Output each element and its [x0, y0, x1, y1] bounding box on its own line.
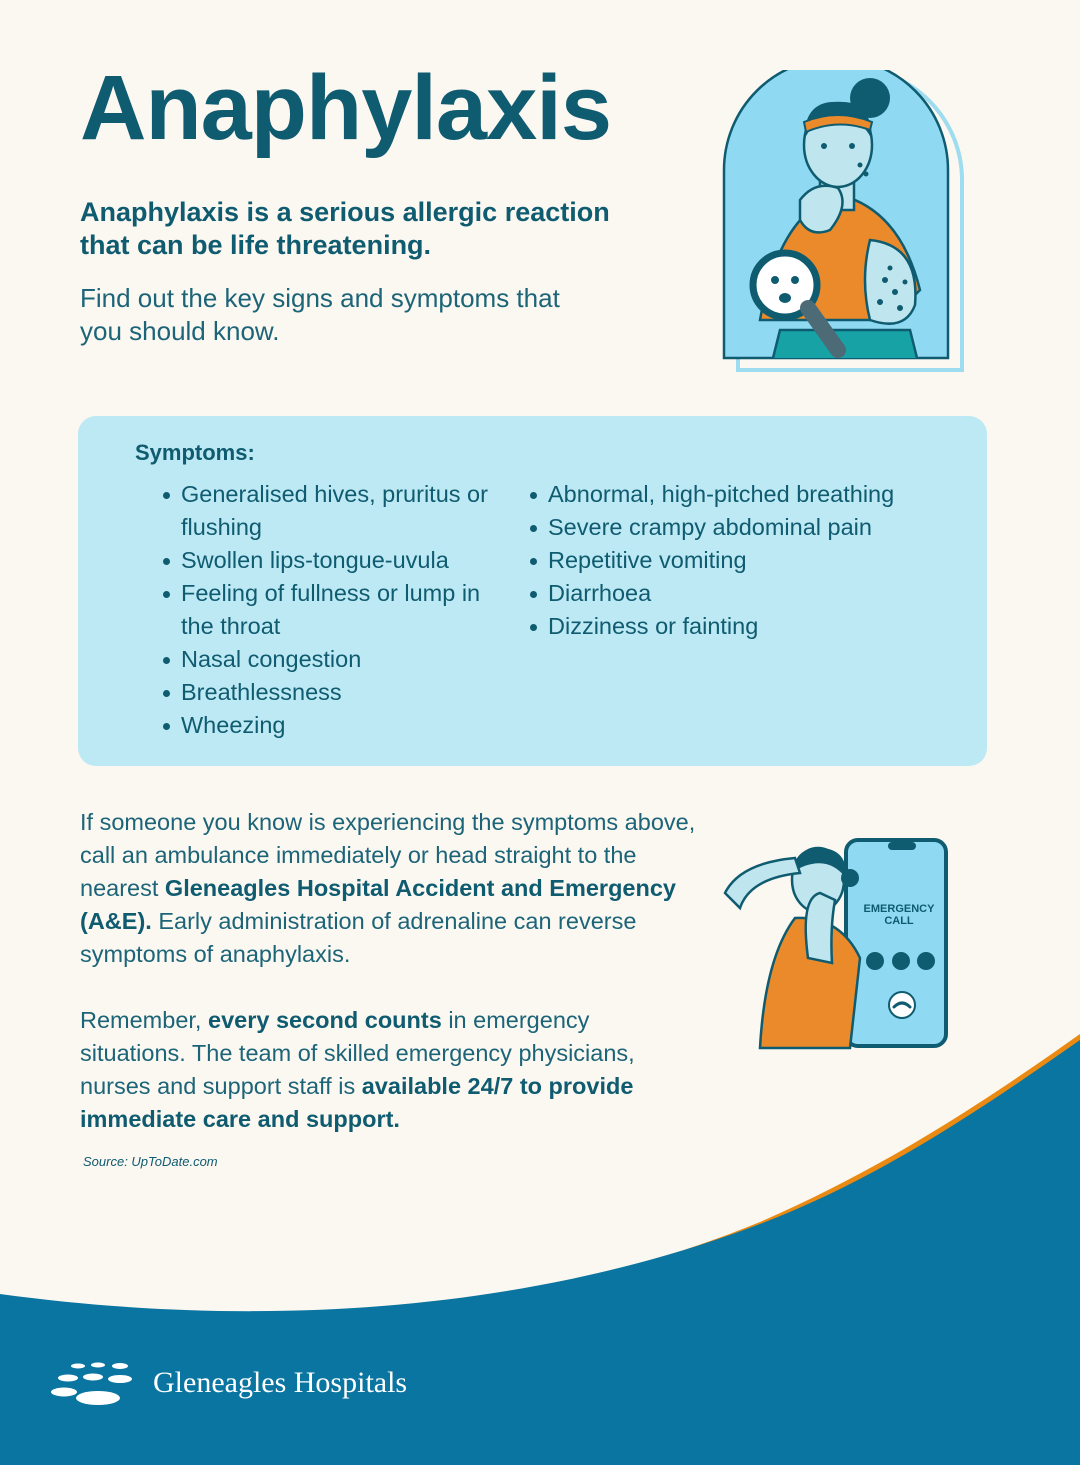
lead-text: Anaphylaxis is a serious allergic reaction that can be life threatening. [80, 197, 610, 260]
symptoms-panel [78, 416, 987, 766]
brand-name: Gleneagles Hospitals [153, 1366, 408, 1399]
list-item: Diarrhoea [530, 577, 950, 610]
list-item: Severe crampy abdominal pain [530, 511, 950, 544]
phone-label-line2: CALL [884, 915, 914, 927]
phone-label-line1: EMERGENCY [863, 903, 935, 915]
woman-allergic-reaction-illustration [720, 70, 980, 380]
list-item: Abnormal, high-pitched breathing [530, 478, 950, 511]
source-note: Source: UpToDate.com [83, 1154, 218, 1169]
list-item: Wheezing [163, 709, 493, 742]
text-span: Remember, [80, 1007, 208, 1033]
hospital-name-emphasis: Gleneagles Hospital Accident and Emergency (A&E). [80, 875, 676, 934]
emergency-call-illustration [720, 838, 960, 1053]
text-span: in emergency situations. The team of skilled emergency physicians, nurses and support staff is [80, 1007, 635, 1099]
list-item: Dizziness or fainting [530, 610, 950, 643]
list-item: Generalised hives, pruritus or flushing [163, 478, 493, 544]
list-item: Repetitive vomiting [530, 544, 950, 577]
gleneagles-logo-icon [48, 1360, 138, 1410]
symptoms-title: Symptoms: [135, 440, 255, 465]
list-item: Breathlessness [163, 676, 493, 709]
emphasis-text: available 24/7 to provide immediate care and support. [80, 1073, 634, 1132]
list-item: Swollen lips-tongue-uvula [163, 544, 493, 577]
symptoms-list-right [530, 478, 950, 643]
sub-text: Find out the key signs and symptoms that you should know. [80, 283, 560, 346]
symptoms-list-left [163, 478, 493, 742]
text-span: Early administration of adrenaline can reverse symptoms of anaphylaxis. [80, 908, 637, 967]
text-span: If someone you know is experiencing the symptoms above, call an ambulance immediately or head straight to the nearest [80, 809, 696, 901]
reminder-paragraph [80, 1004, 700, 1136]
emphasis-text: every second counts [208, 1007, 442, 1033]
emergency-paragraph [80, 806, 700, 971]
list-item: Nasal congestion [163, 643, 493, 676]
page-title: Anaphylaxis [80, 57, 611, 159]
list-item: Feeling of fullness or lump in the throat [163, 577, 493, 643]
